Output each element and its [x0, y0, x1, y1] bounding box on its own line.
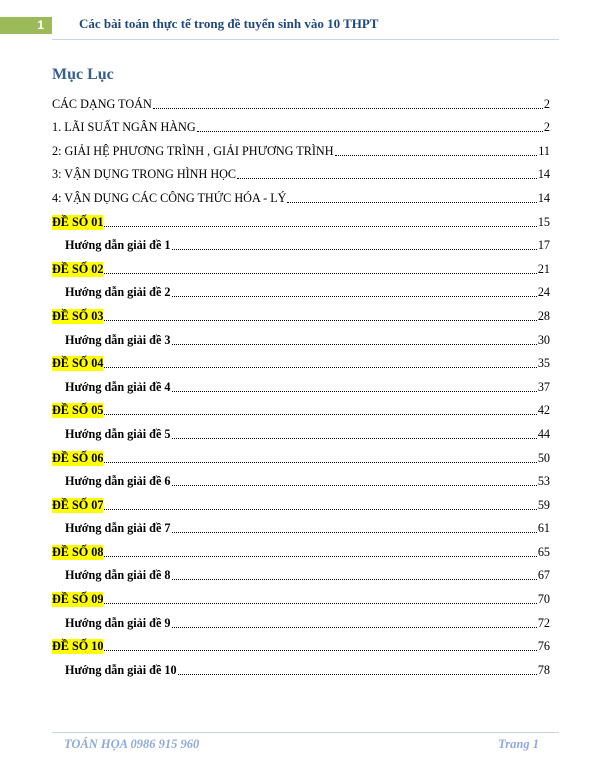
toc-entry[interactable] — [52, 442, 550, 466]
toc-entry-page: 35 — [537, 356, 550, 371]
toc-entry-page: 72 — [537, 615, 550, 630]
toc-subentry[interactable] — [52, 654, 550, 678]
toc-entry-page: 78 — [537, 662, 550, 677]
toc-subentry[interactable] — [52, 560, 550, 584]
toc-heading: Mục Lục — [52, 66, 114, 83]
toc-entry-label: Hướng dẫn giải đề 4 — [65, 379, 171, 394]
toc-dot-leader — [104, 226, 536, 227]
toc-entry-label: ĐỀ SỐ 10 — [52, 639, 104, 654]
header-divider — [52, 39, 559, 40]
toc-dot-leader — [104, 273, 536, 274]
toc-dot-leader — [172, 391, 537, 392]
toc-entry-label: Hướng dẫn giải đề 5 — [65, 426, 171, 441]
toc-subentry[interactable] — [52, 324, 550, 348]
toc-dot-leader — [172, 296, 537, 297]
header-page-number: 1 — [0, 17, 52, 34]
toc-entry-page: 61 — [537, 521, 550, 536]
toc-subentry[interactable] — [52, 230, 550, 254]
toc-dot-leader — [104, 462, 536, 463]
toc-dot-leader — [172, 627, 537, 628]
toc-entry-page: 70 — [537, 592, 550, 607]
toc-entry-page: 67 — [537, 568, 550, 583]
toc-entry-page: 50 — [537, 450, 550, 465]
toc-entry[interactable] — [52, 253, 550, 277]
table-of-contents — [52, 88, 550, 678]
toc-entry-label: ĐỀ SỐ 08 — [52, 544, 104, 559]
toc-entry-label: 4: VẬN DỤNG CÁC CÔNG THỨC HÓA - LÝ — [52, 190, 287, 205]
toc-dot-leader — [153, 108, 543, 109]
toc-entry-label: Hướng dẫn giải đề 10 — [65, 662, 177, 677]
toc-entry-label: Hướng dẫn giải đề 3 — [65, 332, 171, 347]
toc-entry-label: Hướng dẫn giải đề 9 — [65, 615, 171, 630]
toc-entry-page: 53 — [537, 474, 550, 489]
toc-entry-label: ĐỀ SỐ 03 — [52, 308, 104, 323]
toc-entry-label: 3: VẬN DỤNG TRONG HÌNH HỌC — [52, 167, 237, 182]
toc-entry-label: Hướng dẫn giải đề 1 — [65, 238, 171, 253]
toc-dot-leader — [172, 579, 537, 580]
toc-dot-leader — [104, 320, 536, 321]
toc-subentry[interactable] — [52, 371, 550, 395]
toc-dot-leader — [172, 532, 537, 533]
toc-entry[interactable] — [52, 112, 550, 136]
toc-subentry[interactable] — [52, 513, 550, 537]
toc-entry[interactable] — [52, 300, 550, 324]
toc-entry-page: 21 — [537, 261, 550, 276]
toc-subentry[interactable] — [52, 607, 550, 631]
toc-subentry[interactable] — [52, 277, 550, 301]
toc-entry-page: 42 — [537, 403, 550, 418]
toc-entry-label: ĐỀ SỐ 04 — [52, 356, 104, 371]
toc-entry-label: ĐỀ SỐ 01 — [52, 214, 104, 229]
toc-entry-page: 2 — [543, 96, 550, 111]
toc-entry-label: ĐỀ SỐ 05 — [52, 403, 104, 418]
toc-dot-leader — [104, 509, 536, 510]
toc-entry-page: 59 — [537, 497, 550, 512]
toc-entry-label: ĐỀ SỐ 06 — [52, 450, 104, 465]
toc-dot-leader — [172, 485, 537, 486]
toc-entry-label: ĐỀ SỐ 07 — [52, 497, 104, 512]
toc-dot-leader — [172, 344, 537, 345]
toc-entry[interactable] — [52, 631, 550, 655]
toc-entry[interactable] — [52, 206, 550, 230]
toc-entry[interactable] — [52, 135, 550, 159]
footer-page-label: Trang 1 — [498, 737, 539, 751]
toc-entry-page: 11 — [538, 143, 550, 158]
toc-dot-leader — [104, 650, 536, 651]
toc-dot-leader — [178, 674, 537, 675]
toc-dot-leader — [172, 249, 537, 250]
toc-entry-page: 24 — [537, 285, 550, 300]
toc-dot-leader — [335, 155, 538, 156]
toc-dot-leader — [104, 603, 536, 604]
toc-dot-leader — [172, 438, 537, 439]
toc-dot-leader — [104, 367, 536, 368]
toc-entry-page: 65 — [537, 544, 550, 559]
toc-entry-page: 14 — [537, 190, 550, 205]
toc-entry[interactable] — [52, 489, 550, 513]
toc-entry-page: 15 — [537, 214, 550, 229]
toc-subentry[interactable] — [52, 418, 550, 442]
toc-entry-page: 44 — [537, 426, 550, 441]
toc-subentry[interactable] — [52, 466, 550, 490]
toc-entry-page: 14 — [537, 167, 550, 182]
toc-entry-label: Hướng dẫn giải đề 8 — [65, 568, 171, 583]
toc-entry[interactable] — [52, 536, 550, 560]
page-header — [0, 14, 560, 38]
toc-entry[interactable] — [52, 348, 550, 372]
toc-entry[interactable] — [52, 395, 550, 419]
toc-entry-label: CÁC DẠNG TOÁN — [52, 96, 152, 111]
toc-entry-label: Hướng dẫn giải đề 7 — [65, 521, 171, 536]
toc-entry-page: 76 — [537, 639, 550, 654]
toc-dot-leader — [287, 202, 536, 203]
toc-entry[interactable] — [52, 159, 550, 183]
toc-entry[interactable] — [52, 182, 550, 206]
toc-entry-page: 37 — [537, 379, 550, 394]
toc-entry-label: 2: GIẢI HỆ PHƯƠNG TRÌNH , GIẢI PHƯƠNG TRÌNH — [52, 143, 334, 158]
footer-divider — [52, 732, 559, 733]
toc-entry-page: 30 — [537, 332, 550, 347]
toc-entry[interactable] — [52, 583, 550, 607]
toc-dot-leader — [197, 131, 543, 132]
toc-entry-label: Hướng dẫn giải đề 6 — [65, 474, 171, 489]
header-title: Các bài toán thực tế trong đề tuyển sinh vào 10 THPT — [79, 16, 379, 31]
toc-dot-leader — [237, 178, 537, 179]
toc-entry[interactable] — [52, 88, 550, 112]
toc-entry-label: ĐỀ SỐ 09 — [52, 592, 104, 607]
toc-dot-leader — [104, 414, 536, 415]
toc-entry-label: 1. LÃI SUẤT NGÂN HÀNG — [52, 120, 196, 135]
toc-entry-label: ĐỀ SỐ 02 — [52, 261, 104, 276]
footer-author: TOÁN HỌA 0986 915 960 — [64, 737, 200, 751]
toc-entry-page: 28 — [537, 308, 550, 323]
toc-dot-leader — [104, 556, 536, 557]
toc-entry-page: 17 — [537, 238, 550, 253]
toc-entry-label: Hướng dẫn giải đề 2 — [65, 285, 171, 300]
toc-entry-page: 2 — [543, 120, 550, 135]
